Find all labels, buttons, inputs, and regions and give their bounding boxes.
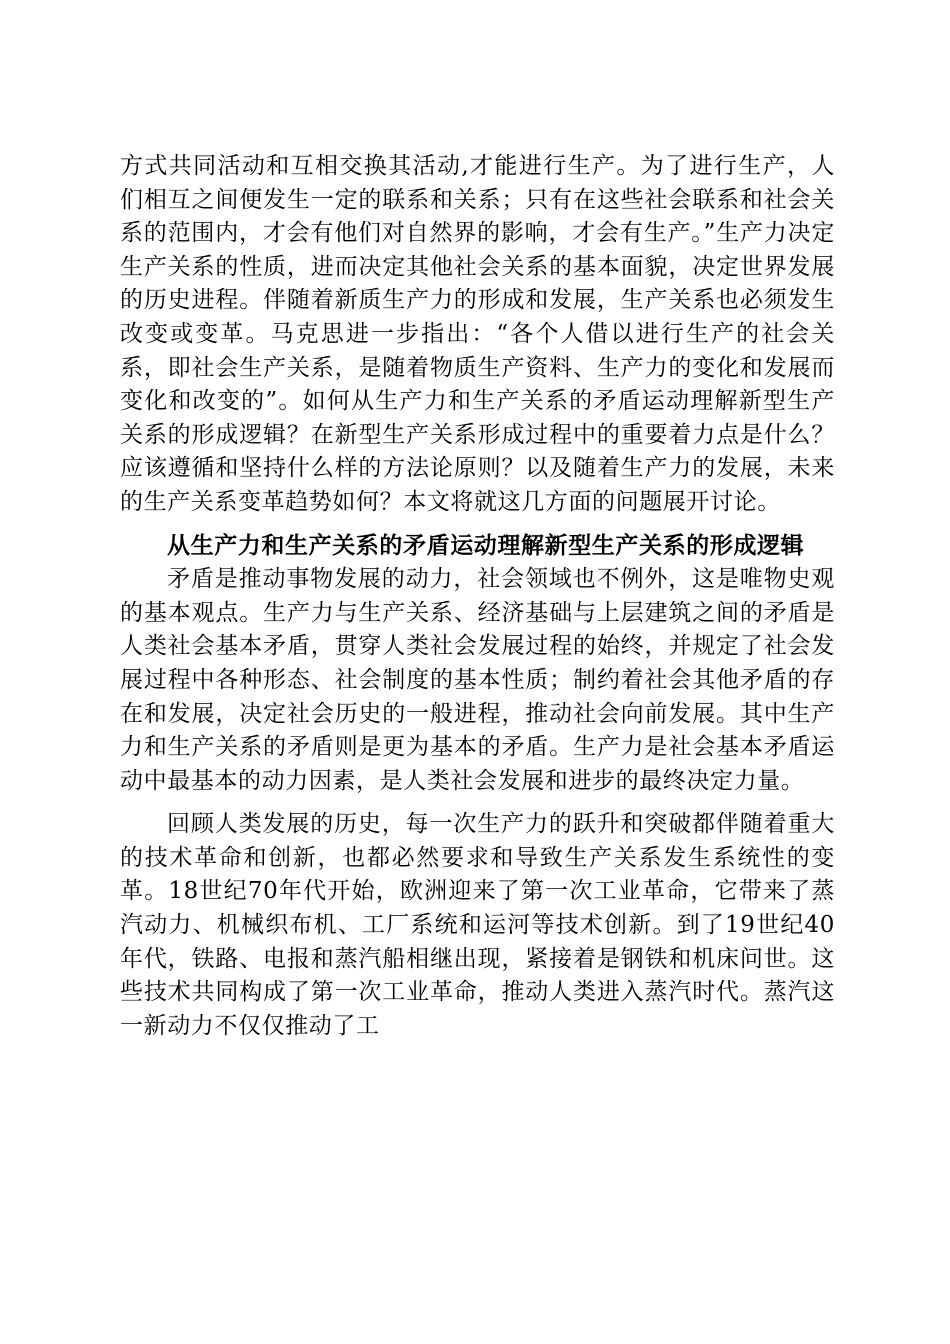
spacer [120,798,835,808]
spacer [120,520,835,530]
document-page [120,150,835,1043]
paragraph-intro: 方式共同活动和互相交换其活动,才能进行生产。为了进行生产，人们相互之间便发生一定的联系和关系；只有在这些社会联系和社会关系的范围内，才会有他们对自然界的影响，才会有生产。”生产力决定生产关系的性质，进而决定其他社会关系的基本面貌，决定世界发展的历史进程。伴随着新质生产力的形成和发展，生产关系也必须发生改变或变革。马克思进一步指出：“各个人借以进行生产的社会关系，即社会生产关系，是随着物质生产资料、生产力的变化和发展而变化和改变的”。如何从生产力和生产关系的矛盾运动理解新型生产关系的形成逻辑？在新型生产关系形成过程中的重要着力点是什么？应该遵循和坚持什么样的方法论原则？以及随着生产力的发展，未来的生产关系变革趋势如何？本文将就这几方面的问题展开讨论。 [120,153,835,515]
paragraph-history: 回顾人类发展的历史，每一次生产力的跃升和突破都伴随着重大的技术革命和创新，也都必然要求和导致生产关系发生系统性的变革。18世纪70年代开始，欧洲迎来了第一次工业革命，它带来了蒸汽动力、机械织布机、工厂系统和运河等技术创新。到了19世纪40年代，铁路、电报和蒸汽船相继出现，紧接着是钢铁和机床问世。这些技术共同构成了第一次工业革命，推动人类进入蒸汽时代。蒸汽这一新动力不仅仅推动了工 [120,811,835,1039]
section-heading: 从生产力和生产关系的矛盾运动理解新型生产关系的形成逻辑 [167,532,805,559]
paragraph-contradiction: 矛盾是推动事物发展的动力，社会领域也不例外，这是唯物史观的基本观点。生产力与生产关系、经济基础与上层建筑之间的矛盾是人类社会基本矛盾，贯穿人类社会发展过程的始终，并规定了社会发展过程中各种形态、社会制度的基本性质；制约着社会其他矛盾的存在和发展，决定社会历史的一般进程，推动社会向前发展。其中生产力和生产关系的矛盾则是更为基本的矛盾。生产力是社会基本矛盾运动中最基本的动力因素，是人类社会发展和进步的最终决定力量。 [120,566,835,794]
